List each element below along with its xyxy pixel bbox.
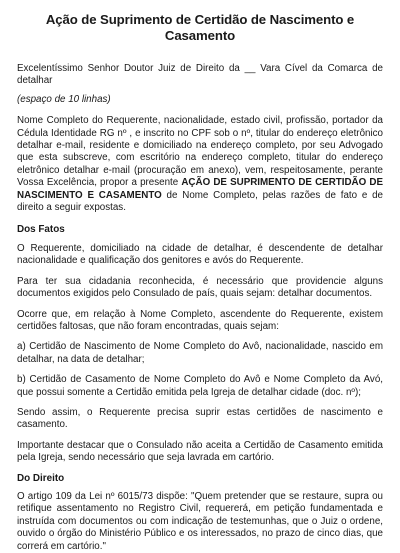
intro-text-before: Nome Completo do Requerente, nacionalidade, estado civil, profissão, portador da Cédula Identidade RG nº , e inscrito no CPF sob o nº, titular do endereço eletrônico detalhar e-mail, residente e domiciliado na endereço completo, por seu Advogado que esta subscreve, com escritório na endereço completo, titular do endereço eletrônico detalhar e-mail (procuração em anexo), vem, respeitosamente, perante Vossa Excelência, propor a presente <box>17 115 383 189</box>
direito-paragraph: O artigo 109 da Lei nº 6015/73 dispõe: "Quem pretender que se restaure, supra ou retifique assentamento no Registro Civil, requererá, em petição fundamentada e instruída com documentos ou com indicação de testemunhas, que o Juiz o ordene, ouvido o órgão do Ministério Público e os interessados, no prazo de cinco dias, que correrá em cartório." <box>17 490 383 552</box>
action-name: AÇÃO DE SUPRIMENTO DE CERTIDÃO DE NASCIMENTO E CASAMENTO <box>17 177 383 201</box>
intro-text-after: de Nome Completo, pelas razões de fato e de direito a seguir expostas. <box>17 189 383 214</box>
section-heading-fatos: Dos Fatos <box>17 224 65 236</box>
intro-paragraph <box>17 115 383 214</box>
document-title: Ação de Suprimento de Certidão de Nascimento e Casamento <box>45 12 355 43</box>
fatos-list-item-b: b) Certidão de Casamento de Nome Completo do Avô e Nome Completo da Avó, que possui somente a Certidão emitida pela Igreja de detalhar cidade (doc. nº); <box>17 374 383 398</box>
fatos-list-item-a: a) Certidão de Nascimento de Nome Completo do Avô, nacionalidade, nascido em detalhar, na data de detalhar; <box>17 341 383 365</box>
fatos-paragraph: Importante destacar que o Consulado não aceita a Certidão de Casamento emitida pela Igreja, sendo necessário que seja lavrada em cartório. <box>17 439 383 464</box>
fatos-paragraph: O Requerente, domiciliado na cidade de detalhar, é descendente de detalhar nacionalidade e qualificação dos genitores e avós do Requerente. <box>17 242 383 267</box>
section-heading-direito: Do Direito <box>17 472 65 484</box>
fatos-paragraph: Ocorre que, em relação à Nome Completo, ascendente do Requerente, existem certidões faltosas, que não foram encontradas, quais sejam: <box>17 308 383 332</box>
fatos-paragraph: Para ter sua cidadania reconhecida, é necessário que providencie alguns documentos exigidos pelo Consulado de país, quais sejam: detalhar documentos. <box>17 275 383 300</box>
space-note: (espaço de 10 linhas) <box>17 93 111 105</box>
fatos-paragraph: Sendo assim, o Requerente precisa suprir estas certidões de nascimento e casamento. <box>17 406 383 431</box>
court-address: Excelentíssimo Senhor Doutor Juiz de Direito da __ Vara Cível da Comarca de detalhar <box>17 63 383 87</box>
